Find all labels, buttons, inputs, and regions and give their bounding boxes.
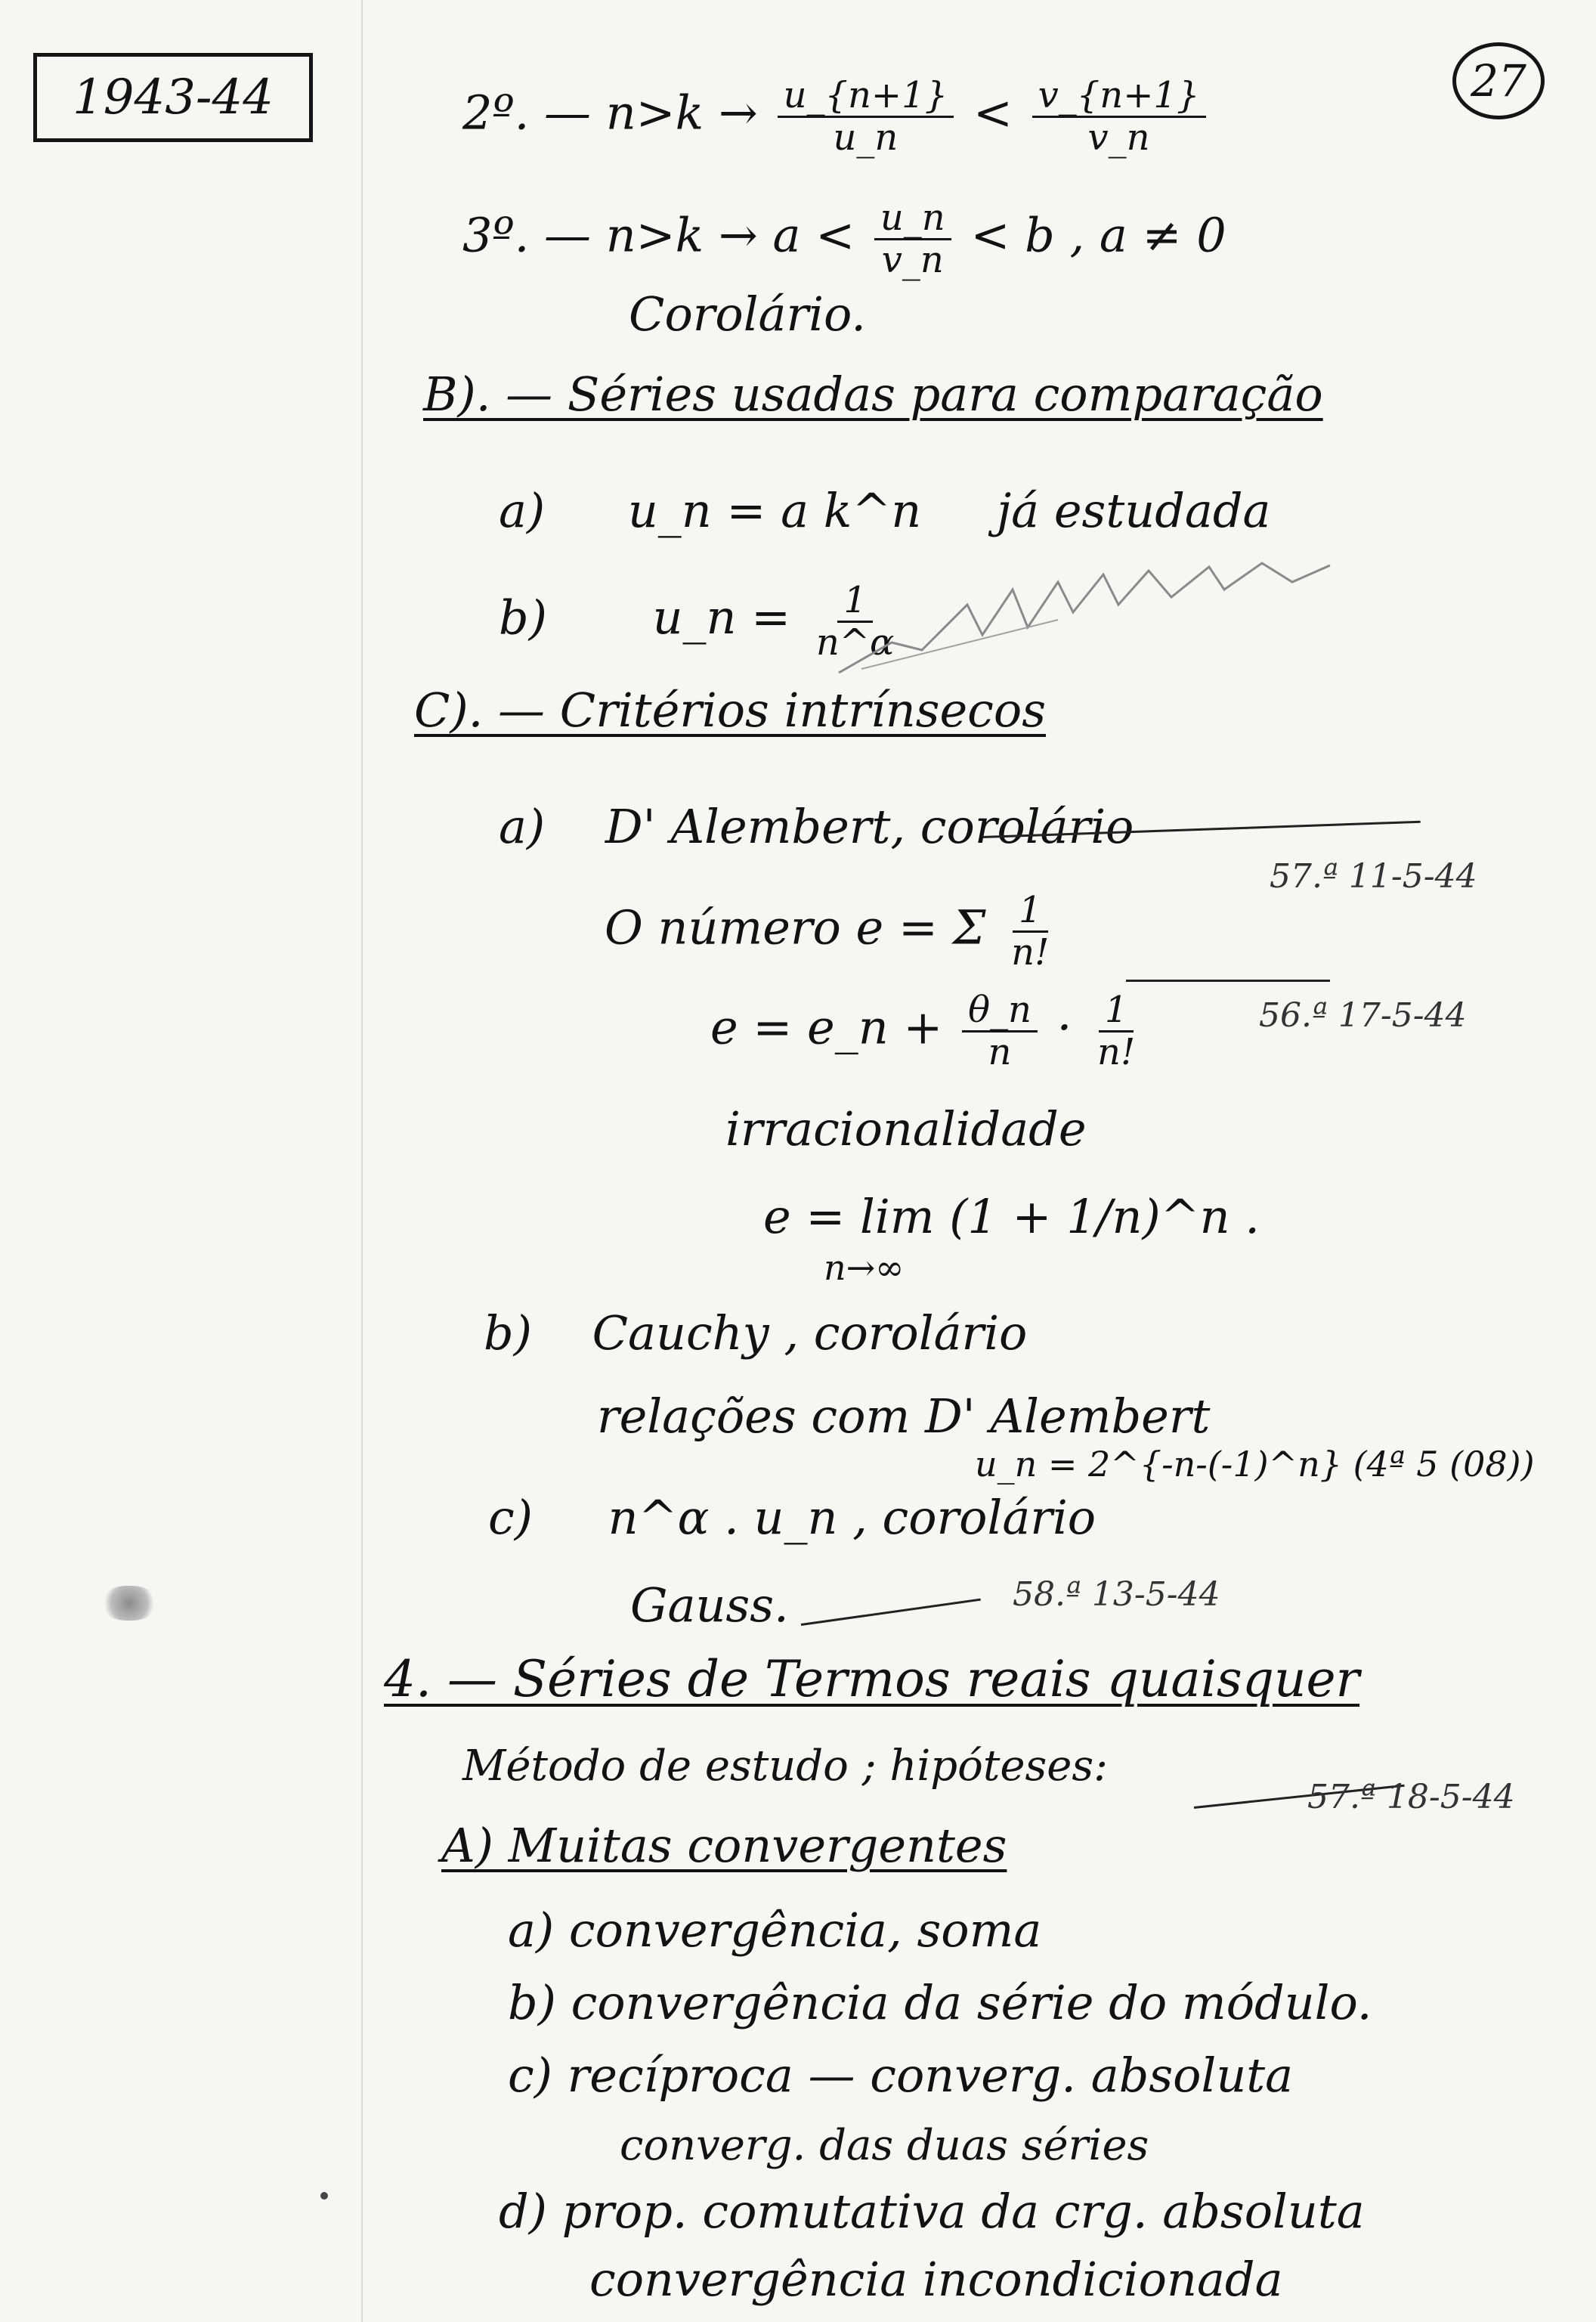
line-a-c: c) recíproca — converg. absoluta	[508, 2048, 1294, 2103]
line-number-e	[605, 890, 1059, 973]
line-a-b: b) convergência da série do módulo.	[508, 1975, 1372, 2030]
section-c-heading: C). — Critérios intrínsecos	[414, 683, 1047, 738]
line-a-d: d) prop. comutativa da crg. absoluta	[499, 2184, 1365, 2239]
separator-rule	[1126, 980, 1330, 982]
item-label: b)	[499, 590, 547, 646]
ratio-u-den: u_n	[833, 116, 899, 159]
date-note-3: 58.ª 13-5-44	[1013, 1575, 1220, 1614]
fraction-num: 1	[837, 580, 873, 623]
line-c-c	[488, 1492, 1096, 1543]
limit-subscript: n→∞	[824, 1247, 905, 1288]
section-a-heading: A) Muitas convergentes	[441, 1818, 1007, 1873]
section-4-heading: 4. — Séries de Termos reais quaisquer	[384, 1650, 1360, 1708]
ink-smudge	[101, 1586, 157, 1621]
fraction-den: n^α	[815, 621, 895, 664]
line-un-formula: u_n = 2^{-n-(-1)^n} (4ª 5 (08))	[975, 1444, 1535, 1485]
section-b-heading: B). — Séries usadas para comparação	[423, 367, 1323, 422]
page-number: 27	[1452, 42, 1545, 119]
item-label: 2º. —	[462, 85, 592, 141]
relation: <	[973, 85, 1013, 141]
fraction-den: n!	[1097, 1030, 1136, 1073]
ratio-uv-den: v_n	[881, 238, 944, 281]
separator-rule	[801, 1599, 981, 1626]
item-text: n^α . u_n , corolário	[608, 1490, 1096, 1545]
item-label: 3º. —	[462, 207, 592, 263]
item-text: O número e = Σ	[605, 899, 986, 955]
condition-tail: < b , a ≠ 0	[970, 207, 1226, 263]
ratio-v-den: v_n	[1087, 116, 1150, 159]
line-e-limit: e = lim (1 + 1/n)^n .	[763, 1189, 1260, 1244]
line-gauss: Gauss.	[630, 1577, 789, 1633]
fraction-theta	[962, 990, 1038, 1073]
formula: u_n = a k^n	[627, 483, 922, 538]
line-c-a	[499, 801, 1134, 853]
line-condition-2	[462, 76, 1211, 158]
item-text: Cauchy , corolário	[592, 1305, 1028, 1361]
fraction	[1005, 890, 1055, 973]
line-corolario: Corolário.	[629, 286, 866, 342]
date-note-1: 57.ª 11-5-44	[1270, 857, 1477, 896]
item-label: c)	[488, 1490, 533, 1545]
fraction-num: 1	[1013, 890, 1048, 933]
fraction-den: n!	[1011, 930, 1050, 974]
ink-dot	[320, 2192, 328, 2200]
margin-line	[361, 0, 363, 2322]
item-text: D' Alembert, corolário	[605, 799, 1134, 854]
ratio-v	[1032, 76, 1206, 158]
fraction-den: n	[988, 1030, 1012, 1073]
line-irracionalidade: irracionalidade	[725, 1101, 1087, 1156]
line-metodo: Método de estudo ; hipóteses:	[462, 1742, 1108, 1791]
line-relations: relações com D' Alembert	[597, 1389, 1211, 1444]
fraction-num: θ_n	[962, 990, 1038, 1033]
line-e-expansion: e = e_n + $\frac{\theta\_n}{n}$ · $\frac{1}{n!}$	[710, 990, 1146, 1073]
ratio-v-num: v_{n+1}	[1032, 76, 1206, 118]
line-c-b	[484, 1305, 1028, 1361]
item-label: a)	[499, 483, 546, 538]
fraction-factorial	[1091, 990, 1141, 1073]
formula: u_n =	[652, 590, 791, 646]
ratio-u-num: u_{n+1}	[778, 76, 954, 118]
item-text: e = e_n +	[710, 999, 943, 1055]
fraction-num: 1	[1099, 990, 1134, 1033]
condition-text: n>k → a <	[605, 207, 855, 263]
year-stamp: 1943-44	[33, 53, 313, 142]
ratio-uv	[874, 198, 951, 280]
item-label: b)	[484, 1305, 532, 1361]
item-label: a)	[499, 799, 546, 854]
date-note-2: 56.ª 17-5-44	[1259, 996, 1467, 1035]
date-note-4: 57.ª 18-5-44	[1307, 1778, 1515, 1816]
note: já estudada	[996, 483, 1271, 538]
line-a-d-cont: convergência incondicionada	[589, 2252, 1283, 2307]
line-a-a: a) convergência, soma	[508, 1902, 1042, 1958]
condition-text: n>k →	[605, 85, 758, 141]
crossed-out-scribble	[831, 559, 1345, 680]
line-b-a	[499, 485, 1271, 537]
ratio-u	[778, 76, 954, 158]
line-condition-3	[462, 198, 1226, 280]
line-a-c-cont: converg. das duas séries	[620, 2121, 1149, 2170]
ratio-uv-num: u_n	[874, 198, 951, 240]
